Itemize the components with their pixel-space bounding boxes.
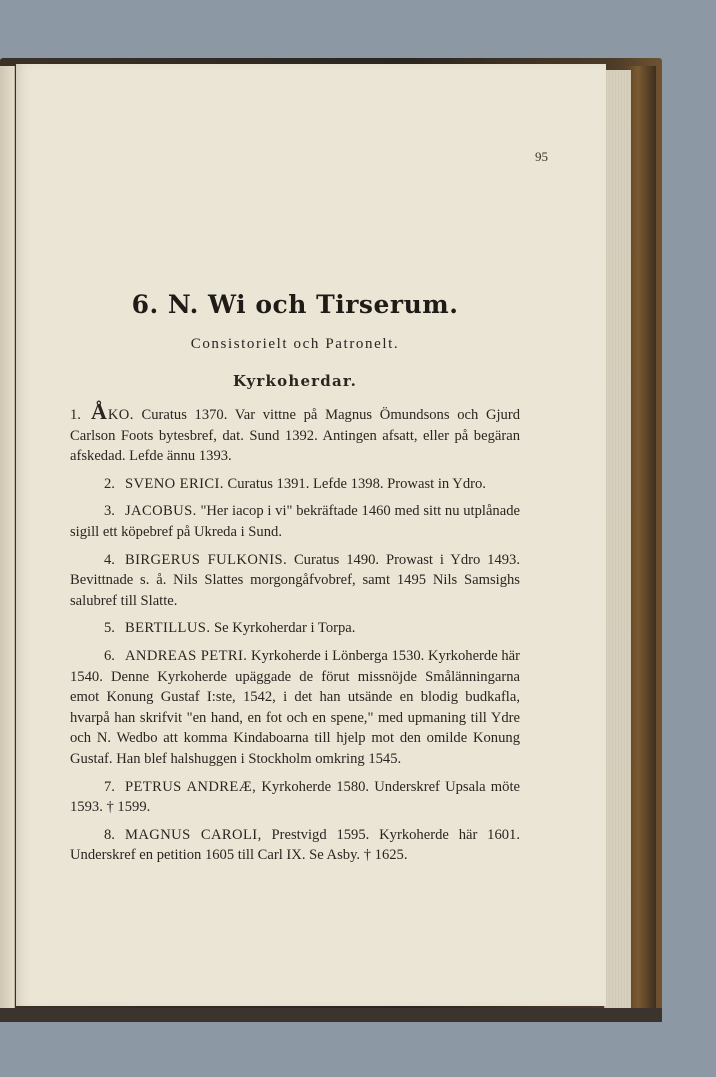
entry-text: Kyrkoherde 1580. Underskref Upsala möte 1593. † 1599. xyxy=(70,778,520,816)
left-page-sliver xyxy=(0,66,15,1008)
entry-number: 4. xyxy=(104,551,115,568)
book-bottom-edge xyxy=(0,1008,662,1022)
entry-text: Curatus 1370. Var vittne på Magnus Ömundsons och Gjurd Carlson Foots bytesbref, dat. Sund 1392. Antingen afsatt, eller på begäran afskedad. Lefde ännu 1393. xyxy=(70,407,520,465)
entry-name: SVENO ERICI. xyxy=(124,475,224,492)
entry-name: JACOBUS. xyxy=(124,503,197,520)
list-item xyxy=(70,777,520,818)
entry-number: 1. xyxy=(70,407,81,423)
page-heading: 6. N. Wi och Tirserum. xyxy=(131,290,459,319)
list-item xyxy=(70,399,520,467)
entry-name: BERTILLUS. xyxy=(124,620,211,637)
list-item xyxy=(70,646,520,770)
entry-number: 2. xyxy=(104,475,115,492)
page-subtitle: Consistorielt och Patronelt. xyxy=(190,336,400,352)
entry-name: ANDREAS PETRI. xyxy=(124,647,248,664)
entry-name: PETRUS ANDREÆ, xyxy=(124,778,257,795)
entry-text: Se Kyrkoherdar i Torpa. xyxy=(214,620,356,637)
entry-number: 8. xyxy=(104,826,115,843)
entry-text: Curatus 1391. Lefde 1398. Prowast in Ydro. xyxy=(227,475,486,492)
list-item xyxy=(70,825,520,866)
entry-text: Kyrkoherde i Lönberga 1530. Kyrkoherde här 1540. Denne Kyrkoherde upäggade de förut missnöjde Smålänningarna emot Konung Gustaf I:ste, 1542, i det han utsände en blodig budkafla, hvarpå han skrifvit "en hand, en fot och en spene," med upmaning till Ydre och N. Wedbo att komma Kindaboarna till hjelp mot den omilde Konung Gustaf. Han blef halshuggen i Stockholm omkring 1545. xyxy=(70,647,520,767)
list-item xyxy=(70,501,520,542)
entry-number: 7. xyxy=(104,778,115,795)
entry-name: MAGNUS CAROLI, xyxy=(124,826,262,843)
entry-name-initial: Å xyxy=(90,399,108,424)
list-item xyxy=(70,550,520,612)
entry-number: 6. xyxy=(104,647,115,664)
entry-list xyxy=(70,399,521,873)
entry-text: "Her iacop i vi" bekräftade 1460 med sitt nu utplånade sigill ett köpebref på Ukreda i Sund. xyxy=(70,503,520,540)
page-number: 95 xyxy=(535,149,548,164)
book-page xyxy=(16,64,606,1006)
list-item xyxy=(70,618,520,639)
list-item xyxy=(70,474,520,495)
entry-name: BIRGERUS FULKONIS. xyxy=(124,551,288,568)
entry-text: Curatus 1490. Prowast i Ydro 1493. Bevittnade s. å. Nils Slattes morgongåfvobref, samt 1495 Nils Samsighs salubref till Slatte. xyxy=(70,551,520,609)
entry-text: Prestvigd 1595. Kyrkoherde här 1601. Underskref en petition 1605 till Carl IX. Se Asby. † 1625. xyxy=(70,826,521,864)
entry-name: KO. xyxy=(107,407,134,423)
section-title: Kyrkoherdar. xyxy=(232,372,358,390)
page-stack xyxy=(604,70,631,1008)
entry-number: 5. xyxy=(104,620,115,637)
entry-number: 3. xyxy=(104,503,115,520)
